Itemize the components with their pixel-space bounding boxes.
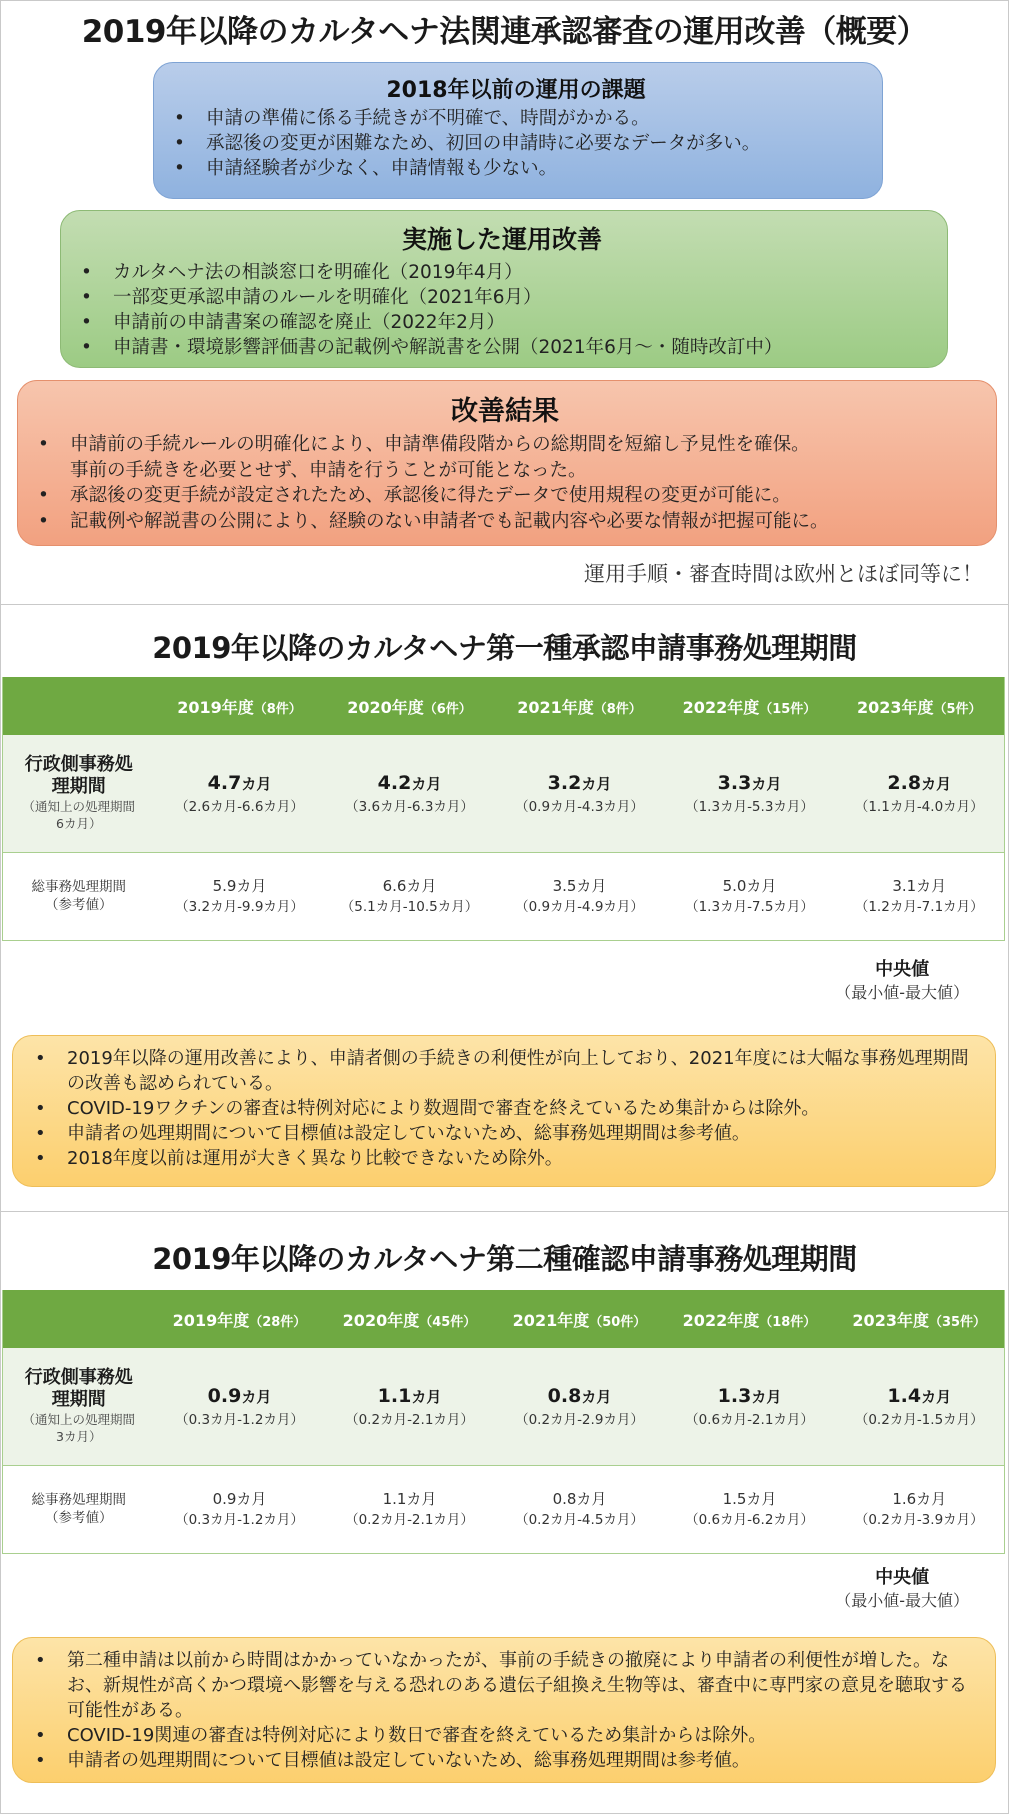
admin-cell: 3.3カ月 （1.3カ月-5.3カ月） (665, 735, 835, 852)
list-item: • 承認後の変更手続が設定されたため、承認後に得たデータで使用規程の変更が可能に。 (30, 483, 980, 509)
list-item-continuation: 事前の手続きを必要とせず、申請を行うことが可能となった。 (70, 459, 587, 481)
list-item: • 申請の準備に係る手続きが不明確で、時間がかかる。 (166, 106, 866, 131)
list-item-text: 申請前の手続ルールの明確化により、申請準備段階からの総期間を短縮し予見性を確保。 (70, 434, 810, 455)
admin-cell: 1.1カ月 （0.2カ月-2.1カ月） (325, 1348, 495, 1465)
type2-table (2, 1290, 1005, 1554)
table-row (3, 735, 1005, 852)
total-cell: 0.9カ月 （0.3カ月-1.2カ月） (155, 1465, 325, 1553)
type2-title: 2019年以降のカルタヘナ第二種確認申請事務処理期間 (152, 1242, 857, 1276)
results-title: 改善結果 (451, 396, 559, 427)
list-item: • カルタヘナ法の相談窓口を明確化（2019年4月） (73, 260, 931, 285)
issues-title: 2018年以前の運用の課題 (386, 78, 646, 103)
results-list (30, 432, 980, 534)
total-cell: 5.9カ月 （3.2カ月-9.9カ月） (155, 852, 325, 940)
type1-legend: 中央値 （最小値-最大値） (835, 959, 969, 1002)
admin-cell: 1.3カ月 （0.6カ月-2.1カ月） (665, 1348, 835, 1465)
type2-notes-list (27, 1648, 975, 1773)
list-item: • 申請書・環境影響評価書の記載例や解説書を公開（2021年6月～・随時改訂中） (73, 335, 931, 360)
admin-cell: 3.2カ月 （0.9カ月-4.3カ月） (495, 735, 665, 852)
admin-cell: 1.4カ月 （0.2カ月-1.5カ月） (835, 1348, 1005, 1465)
year-header: 2022年度（18件） (665, 1290, 835, 1348)
section-divider (0, 1211, 1009, 1212)
row-header-total: 総事務処理期間 （参考値） (3, 1465, 155, 1553)
improvements-title: 実施した運用改善 (401, 225, 602, 254)
year-header: 2023年度（5件） (835, 677, 1005, 735)
table-row (3, 1348, 1005, 1465)
row-header-total: 総事務処理期間 （参考値） (3, 852, 155, 940)
year-header: 2021年度（50件） (495, 1290, 665, 1348)
total-cell: 1.6カ月 （0.2カ月-3.9カ月） (835, 1465, 1005, 1553)
corner-cell (3, 677, 155, 735)
page-title: 2019年以降のカルタヘナ法関連承認審査の運用改善（概要） (81, 14, 928, 50)
admin-cell: 4.2カ月 （3.6カ月-6.3カ月） (325, 735, 495, 852)
year-header: 2020年度（6件） (325, 677, 495, 735)
table-header-row (3, 677, 1005, 735)
list-item: • 申請前の申請書案の確認を廃止（2022年2月） (73, 310, 931, 335)
total-cell: 6.6カ月 （5.1カ月-10.5カ月） (325, 852, 495, 940)
total-cell: 0.8カ月 （0.2カ月-4.5カ月） (495, 1465, 665, 1553)
list-item: • 申請者の処理期間について目標値は設定していないため、総事務処理期間は参考値。 (27, 1121, 975, 1146)
list-item: • 2018年度以前は運用が大きく異なり比較できないため除外。 (27, 1146, 975, 1171)
admin-cell: 0.9カ月 （0.3カ月-1.2カ月） (155, 1348, 325, 1465)
type1-table (2, 677, 1005, 941)
total-cell: 1.1カ月 （0.2カ月-2.1カ月） (325, 1465, 495, 1553)
improvements-list (73, 260, 931, 360)
year-header: 2021年度（8件） (495, 677, 665, 735)
list-item: • 申請経験者が少なく、申請情報も少ない。 (166, 156, 866, 181)
total-cell: 1.5カ月 （0.6カ月-6.2カ月） (665, 1465, 835, 1553)
type1-title: 2019年以降のカルタヘナ第一種承認申請事務処理期間 (152, 631, 857, 665)
total-cell: 5.0カ月 （1.3カ月-7.5カ月） (665, 852, 835, 940)
row-header-admin: 行政側事務処理期間 （通知上の処理期間3カ月） (3, 1348, 155, 1465)
list-item: • 第二種申請は以前から時間はかかっていなかったが、事前の手続きの撤廃により申請者の利便性が増した。なお、新規性が高くかつ環境へ影響を与える恐れのある遺伝子組換え生物等は、審査中に専門家の意見を聴取する可能性がある。 (27, 1648, 975, 1723)
list-item: • 記載例や解説書の公開により、経験のない申請者でも記載内容や必要な情報が把握可能に。 (30, 509, 980, 535)
type2-notes-box (12, 1637, 996, 1783)
issues-list (166, 106, 866, 181)
list-item: • COVID-19関連の審査は特例対応により数日で審査を終えているため集計からは除外。 (27, 1723, 975, 1748)
list-item (30, 432, 980, 483)
admin-cell: 0.8カ月 （0.2カ月-2.9カ月） (495, 1348, 665, 1465)
corner-cell (3, 1290, 155, 1348)
type1-notes-box (12, 1035, 996, 1187)
year-header: 2020年度（45件） (325, 1290, 495, 1348)
total-cell: 3.1カ月 （1.2カ月-7.1カ月） (835, 852, 1005, 940)
conclusion-text: 運用手順・審査時間は欧州とほぼ同等に！ (584, 562, 983, 586)
section-divider (0, 604, 1009, 605)
row-header-admin: 行政側事務処理期間 （通知上の処理期間6カ月） (3, 735, 155, 852)
list-item: • COVID-19ワクチンの審査は特例対応により数週間で審査を終えているため集計からは除外。 (27, 1096, 975, 1121)
improvements-box (60, 210, 948, 368)
type2-legend: 中央値 （最小値-最大値） (835, 1567, 969, 1610)
year-header: 2019年度（8件） (155, 677, 325, 735)
admin-cell: 2.8カ月 （1.1カ月-4.0カ月） (835, 735, 1005, 852)
issues-box (153, 62, 883, 199)
list-item: • 一部変更承認申請のルールを明確化（2021年6月） (73, 285, 931, 310)
year-header: 2019年度（28件） (155, 1290, 325, 1348)
list-item: • 2019年以降の運用改善により、申請者側の手続きの利便性が向上しており、2021年度には大幅な事務処理期間の改善も認められている。 (27, 1046, 975, 1096)
table-header-row (3, 1290, 1005, 1348)
table-row (3, 852, 1005, 940)
table-row (3, 1465, 1005, 1553)
list-item: • 承認後の変更が困難なため、初回の申請時に必要なデータが多い。 (166, 131, 866, 156)
list-item: • 申請者の処理期間について目標値は設定していないため、総事務処理期間は参考値。 (27, 1748, 975, 1773)
year-header: 2023年度（35件） (835, 1290, 1005, 1348)
year-header: 2022年度（15件） (665, 677, 835, 735)
type1-notes-list (27, 1046, 975, 1171)
total-cell: 3.5カ月 （0.9カ月-4.9カ月） (495, 852, 665, 940)
admin-cell: 4.7カ月 （2.6カ月-6.6カ月） (155, 735, 325, 852)
results-box (17, 380, 997, 546)
